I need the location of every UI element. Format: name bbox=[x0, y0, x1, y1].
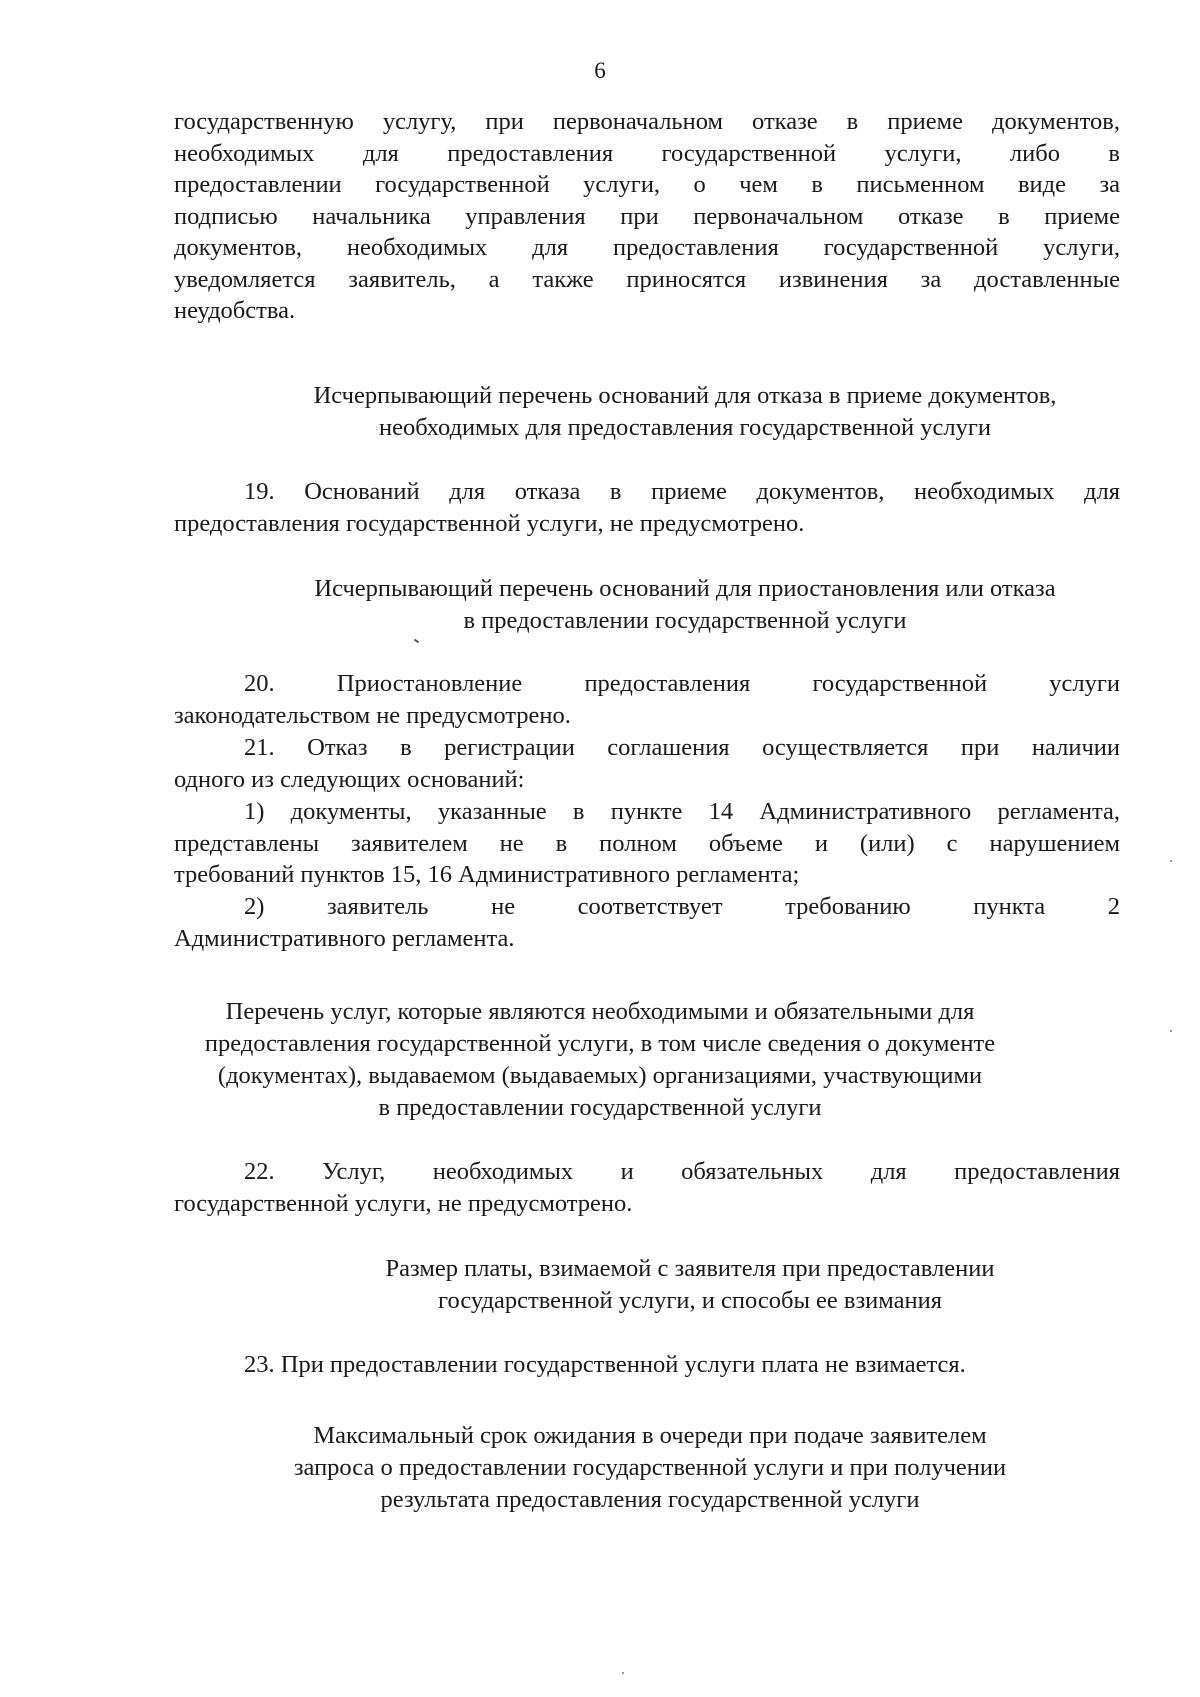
section-heading-services bbox=[150, 996, 1050, 1124]
paragraph-line: государственную услугу, при первоначальном отказе в приеме документов, bbox=[174, 108, 1120, 135]
paragraph-line: 23. При предоставлении государственной услуги плата не взимается. bbox=[244, 1351, 966, 1378]
paragraph-line: предоставлении государственной услуги, о чем в письменном виде за bbox=[174, 171, 1120, 198]
paragraph-line: одного из следующих оснований: bbox=[174, 765, 525, 793]
section-heading-fee bbox=[300, 1253, 1080, 1317]
paragraph-line: Административного регламента. bbox=[174, 924, 515, 952]
heading-line: (документах), выдаваемом (выдаваемых) организациями, участвующими bbox=[217, 1062, 983, 1089]
paragraph-line: уведомляется заявитель, а также приносятся извинения за доставленные bbox=[174, 265, 1120, 293]
page-number: 6 bbox=[594, 58, 606, 83]
paragraph-21-item-2 bbox=[174, 891, 1120, 954]
heading-line: в предоставлении государственной услуги bbox=[463, 607, 907, 634]
paragraph-21-item-1 bbox=[174, 796, 1120, 891]
heading-line: результата предоставления государственной услуги bbox=[380, 1486, 920, 1513]
scan-artifact bbox=[622, 1672, 624, 1674]
paragraph-line: 20. Приостановление предоставления государственной услуги bbox=[244, 670, 1120, 697]
paragraph-line: подписью начальника управления при первоначальном отказе в приеме bbox=[174, 202, 1120, 230]
paragraph-line: требований пунктов 15, 16 Административного регламента; bbox=[174, 861, 800, 888]
heading-line: запроса о предоставлении государственной услуги и при получении bbox=[293, 1454, 1007, 1481]
paragraph-line: документов, необходимых для предоставления государственной услуги, bbox=[174, 234, 1120, 261]
section-heading-suspension bbox=[250, 573, 1120, 637]
paragraph-line: 2) заявитель не соответствует требованию пункта 2 bbox=[244, 893, 1120, 920]
paragraph-22 bbox=[174, 1156, 1120, 1219]
paragraph-23 bbox=[244, 1349, 1120, 1381]
paragraph-21 bbox=[174, 732, 1120, 795]
heading-line: Размер платы, взимаемой с заявителя при предоставлении bbox=[385, 1255, 995, 1282]
paragraph-line: законодательством не предусмотрено. bbox=[174, 701, 571, 729]
heading-line: Максимальный срок ожидания в очереди при подаче заявителем bbox=[313, 1422, 987, 1449]
paragraph-line: 1) документы, указанные в пункте 14 Административного регламента, bbox=[244, 798, 1120, 825]
paragraph-line: 22. Услуг, необходимых и обязательных для предоставления bbox=[244, 1158, 1120, 1185]
paragraph-line: неудобства. bbox=[174, 297, 296, 324]
scan-artifact bbox=[1170, 860, 1172, 862]
heading-line: Перечень услуг, которые являются необходимыми и обязательными для bbox=[225, 998, 975, 1025]
paragraph-line: 21. Отказ в регистрации соглашения осуществляется при наличии bbox=[244, 734, 1120, 761]
heading-line: в предоставлении государственной услуги bbox=[378, 1094, 822, 1121]
heading-line: необходимых для предоставления государственной услуги bbox=[378, 414, 992, 441]
scan-artifact bbox=[414, 639, 419, 644]
paragraph-20 bbox=[174, 668, 1120, 731]
paragraph-line: необходимых для предоставления государственной услуги, либо в bbox=[174, 139, 1120, 167]
section-heading-queue bbox=[220, 1420, 1080, 1516]
scan-artifact bbox=[1170, 1030, 1172, 1032]
heading-line: Исчерпывающий перечень оснований для приостановления или отказа bbox=[314, 575, 1056, 602]
heading-line: государственной услуги, и способы ее взимания bbox=[438, 1287, 942, 1314]
heading-line: предоставления государственной услуги, в том числе сведения о документе bbox=[204, 1030, 996, 1057]
paragraph-line: государственной услуги, не предусмотрено. bbox=[174, 1189, 633, 1217]
heading-line: Исчерпывающий перечень оснований для отказа в приеме документов, bbox=[313, 382, 1057, 409]
section-heading-refusal-docs bbox=[250, 380, 1120, 444]
paragraph-continuation bbox=[174, 106, 1120, 327]
paragraph-19 bbox=[174, 476, 1120, 539]
paragraph-line: представлены заявителем не в полном объеме и (или) с нарушением bbox=[174, 829, 1120, 857]
paragraph-line: 19. Оснований для отказа в приеме документов, необходимых для bbox=[244, 478, 1120, 505]
paragraph-line: предоставления государственной услуги, не предусмотрено. bbox=[174, 509, 805, 537]
